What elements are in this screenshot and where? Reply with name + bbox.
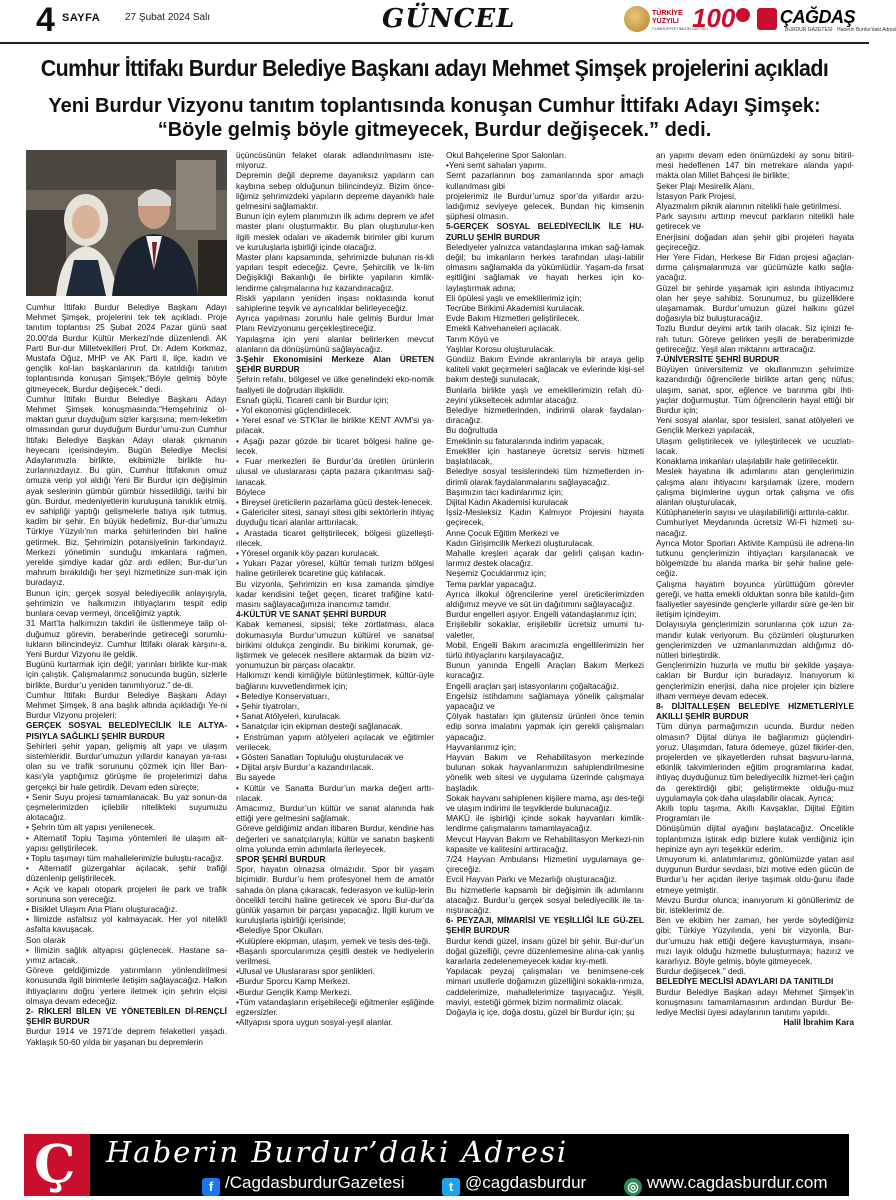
article-paragraph: Mevzu Burdur olunca; inanıyorum ki gönüllerimiz de bir, isteklerimiz de. xyxy=(656,894,854,916)
article-paragraph: Burdur 1914 ve 1971’de deprem felaketleri yaşadı. Yaklaşık 50-60 yılda bir yaşanan bu depremlerin xyxy=(26,1026,227,1047)
article-paragraph: Şehirleri şehir yapan, gelişmiş alt yapı ve ulaşım sistemleridir. Burdur’umuzun yıllardır kanayan ya-rası olan su ve trafik sorununu çözmek için İller Ban-kası’yla yaptığımız görüşme ile projelerimizi daha gerçekçi bir hale getirdik. Devam eden süreçte; xyxy=(26,740,227,792)
article-paragraph: • Senir Suyu projesi tamamlanacak. Bu yaz sonun-da çeşmelerimizden içilebilir nitelikteki suyumuzu akıtacağız. xyxy=(26,791,227,823)
article-paragraph: Ulaşım geliştirilecek ve iyileştirilecek ve ucuzlatı-lacak. xyxy=(656,435,854,456)
article-paragraph: MAKÜ ile işbirliği içinde sokak hayvanları kimlik-lendirme çalışmalarını tamamlayacağız. xyxy=(446,813,644,834)
section-heading: 8- DİJİTALLEŞEN BELEDİYE HİZMETLERİYLE AKILLI ŞEHİR BURDUR xyxy=(656,700,854,722)
article-paragraph: Yapılaşma için yeni alanlar belirlerken mevcut alanların da dönüşümünü sağlayacağız. xyxy=(236,333,434,354)
article-paragraph: Tarım Köyü ve xyxy=(446,333,500,344)
article-paragraph: •Altyapısı spora uygun sosyal-yeşil alanlar. xyxy=(236,1017,393,1028)
subheadline-line-2: “Böyle gelmiş böyle gitmeyecek, Burdur değişecek.” dedi. xyxy=(157,119,712,141)
article-paragraph: • Yerel esnaf ve STK’lar ile birlikte KENT AVM’si ya-pılacak. xyxy=(236,415,434,436)
article-paragraph: Hayvanlarımız için; xyxy=(446,741,517,752)
article-paragraph: üçüncüsünün felaket olarak adlandırılmasını iste-miyoruz. xyxy=(236,150,434,171)
article-paragraph: Konaklama imkanları ulaşılabilir hale getirilecektir. xyxy=(656,456,840,467)
facebook-handle: /CagdasburdurGazetesi xyxy=(225,1173,405,1192)
article-paragraph: Böylece xyxy=(236,486,266,497)
article-paragraph: Mobil, Engelli Bakım aracımızla engellilerimizin her türlü ihtiyaçlarını karşılayacağız, xyxy=(446,639,644,660)
twitter-icon: t xyxy=(442,1178,460,1196)
newspaper-name: ÇAĞDAŞ xyxy=(780,7,856,27)
website-url: www.cagdasburdur.com xyxy=(647,1173,828,1192)
author-signature: Halil İbrahim Kara xyxy=(783,1017,854,1028)
newspaper-logo[interactable] xyxy=(757,4,896,40)
facebook-link[interactable] xyxy=(202,1171,405,1196)
article-paragraph: • Yöresel organik köy pazarı kurulacak. xyxy=(236,547,380,558)
article-paragraph: • Bireysel üreticilerin pazarlama gücü destek-lenecek. xyxy=(236,496,433,507)
issue-date: 27 Şubat 2024 Salı xyxy=(125,12,211,23)
section-heading: 7-ÜNİVERSİTE ŞEHRİ BURDUR xyxy=(656,354,780,365)
article-paragraph: Başımızın tacı kadınlarımız için; xyxy=(446,486,564,497)
article-paragraph: Son olarak xyxy=(26,934,66,945)
article-paragraph: Erişilebilir sokaklar, erişilebilir ücretsiz umumi tu-valetler, xyxy=(446,619,644,640)
article-paragraph: Umuyorum ki, anlatımlarımız, gönlümüzde yatan asıl duygunun Burdur sevdası, bizi motive eden gücün de Burdur’u her açıdan ileriye taşımak oldu-ğunu ifade etmeye yetmiştir. xyxy=(656,854,854,895)
newspaper-sub: BURDUR GAZETESİ · Haberin Burdur'daki Adresi xyxy=(785,27,896,33)
section-heading: 2- RİKLERİ BİLEN VE YÖNETEBİLEN Dİ-RENÇLİ ŞEHİR BURDUR xyxy=(26,1006,227,1027)
article-paragraph: Her Yere Fidan, Herkese Bir Fidan projesi ağaçlan-dırma çalışmalarımıza var gücümüzle katkı sağla-yacağız. xyxy=(656,252,854,283)
article-paragraph: Tema parklar yapacağız. xyxy=(446,578,537,589)
article-paragraph: Emekli Kahvehaneleri açılacak. xyxy=(446,323,562,334)
article-paragraph: Güzel bir şehirde yaşamak için aslında ihtiyacımız olan her şeye sahibiz. Sorunumuz, bu güzelliklere ulaşamamak. Burdur’umuzun güzel halkını güzel doğasıyla biz buluşturacağız. xyxy=(656,282,854,324)
article-paragraph: Engelsiz istihdamını sağlamaya yönelik çalışmalar yapacağız ve xyxy=(446,690,644,711)
article-paragraph: • İlimizde asfaltsız yol kalmayacak. Her yol nitelikli asfalta kavuşacak. xyxy=(26,914,227,935)
article-paragraph: • İlimizin sağlık altyapısı güçlenecek. Hastane sa-yımız artacak. xyxy=(26,944,227,965)
article-paragraph: Esnafı güçlü, Ticareti canlı bir Burdur için; xyxy=(236,394,389,405)
article-paragraph: Semt pazarlarının boş zamanlarında spor amaçlı kullanılması gibi xyxy=(446,170,644,191)
article-paragraph: Master planı kapsamında, şehrimizde bulunan ris-kli yapıları tespit edeceğiz. Çevre, Şehircilik ve İk-lim Değişikliği Bakanlığı ile birlikte yapıların kimlik-lendirme çalışmalarına hız kazandıracağız. xyxy=(236,252,434,293)
article-paragraph: • Belediye Konservatuarı, xyxy=(236,690,330,701)
article-paragraph: • Yol ekonomisi güçlendirilecek. xyxy=(236,405,352,416)
article-paragraph: Yapılacak peyzaj çalışmaları ve benimsene-cek mimari usullerle doğamızın güzelliğini sokakla-rımıza, caddelerimize, mahallelerimize taşıyacağız. Yeşili, maviyi, estetiği görmek bizim normalimiz olacak. xyxy=(446,966,644,1007)
turkiye-yuzyili-logo xyxy=(624,4,708,38)
article-paragraph: Evcil Hayvan Parkı ve Mezarlığı oluşturacağız. xyxy=(446,874,618,885)
article-paragraph: Riskli yapıların yeniden inşası noktasında konut sahiplerine teşvik ve ayrıcalıklar belirleyeceğiz. xyxy=(236,292,434,314)
page-header xyxy=(0,0,896,44)
article-paragraph: Ayrıca Motor Sporları Aktivite Kampüsü ile adrena-lin tutkunu gençlerimizin ihtiyaçları karşılanacak ve bölgemizde bu alanda marka bir şehir haline gele-ceğiz. xyxy=(656,537,854,579)
article-paragraph: Burdur kendi güzel, insanı güzel bir şehir. Bur-dur’un doğal güzelliği, çevre düzenlemesine alına-cak yanlış kararlarla zedelenemeyecek kadar kıy-metli. xyxy=(446,935,644,967)
article-paragraph: Çalışma hayatım boyunca yürüttüğüm görevler gereği, ve hatta emekli olduktan sonra bile katıldı-ğım faaliyetler sayesinde gençlerle yıllardır süre ge-len bir iletişim içindeyim. xyxy=(656,578,854,620)
article-paragraph: Engelli araçları şarj istasyonlarını çoğaltacağız. xyxy=(446,680,619,691)
article-paragraph: Dijital Kadın Akademisi kurulacak xyxy=(446,496,569,507)
article-paragraph: Ayrıca ilkokul öğrencilerine yerel üreticilerimizden aldığımız meyve ve süt ün dağıtımını sağlayacağız. xyxy=(446,588,644,609)
article-paragraph: projelerimiz ile Burdur’umuz spor’da yıllardır arzu-ladığımız seviyeye gelecek. Bundan hiç kimsenin şüphesi olmasın. xyxy=(446,190,644,222)
article-paragraph: Gençlerimizin huzurla ve mutlu bir şekilde yaşaya-cakları bir Burdur için buradayız. İnanıyorum ki gençlerimizin enerjisi, daha nice projeler için bizlere ilham vermeye devam edecek. xyxy=(656,660,854,701)
article-paragraph: Belediye hizmetlerinden, indirimli olarak faydalan-dıracağız. xyxy=(446,405,644,426)
article-paragraph: • Fuar merkezleri ile Burdur’da üretilen ürünlerin ulusal ve uluslararası çapta pazara çıkarılması sağ-lanacak. xyxy=(236,456,434,487)
article-paragraph: Göreve geldiğimiz andan itibaren Burdur, kendine has değerleri ve sanatçılarıyla; kültür ve sanatın başkenti olma yolunda emin adımlarla ilerleyecek. xyxy=(236,823,434,854)
article-paragraph: Belediye sosyal tesislerindeki tüm hizmetlerden in-dirimli olarak faydalanmalarını sağlayacağız. xyxy=(446,466,644,487)
article-paragraph: •Burdur Gençlik Kamp Merkezi. xyxy=(236,986,352,997)
page-footer xyxy=(24,1134,849,1196)
article-subheadline xyxy=(0,94,869,142)
facebook-icon: f xyxy=(202,1178,220,1196)
article-paragraph: • Bisiklet Ulaşım Ana Planı oluşturacağız. xyxy=(26,903,178,914)
article-paragraph: Mahalle kreşleri açarak dar gelirli çalışan kadın-larımız destek olacağız. xyxy=(446,547,644,569)
article-paragraph: Burdur değişecek.” dedi. xyxy=(656,966,746,977)
article-paragraph: • Alternatif güzergahlar açılacak, şehir trafiği düzenlenip geliştirilecek. xyxy=(26,863,227,884)
article-paragraph: an yapımı devam eden önümüzdeki ay sonu bitiril-mesi hedeflenen 147 bin metrekare alanda yapıl-makta olan Millet Bahçesi ile birlikte; xyxy=(656,150,854,181)
article-paragraph: Büyüyen üniversitemiz ve okullarımızın şehrimize kazandırdığı öğrencilerle birlikte artan genç nüfus; ulaşım, sanat, spor, eğlence ve barınma gibi ihti-yaçlar doğurmuştur. Tüm öğrencilerin hayal ettiği bir Burdur için; xyxy=(656,364,854,416)
article-paragraph: Enerjisini doğadan alan şehir gibi projeleri hayata geçireceğiz. xyxy=(656,231,854,252)
article-paragraph: • Aşağı pazar gözde bir ticaret bölgesi haline ge-lecek. xyxy=(236,435,434,456)
article-column-2 xyxy=(236,150,434,1128)
article-paragraph: Gündüz Bakım Evinde akranlarıyla bir araya gelip kaliteli vakit geçirmeleri sağlacak ve evlerinde kişi-sel bakım desteği sunulacak, xyxy=(446,354,644,385)
article-paragraph: Yaşlılar Korosu oluşturulacak. xyxy=(446,343,556,354)
article-paragraph: •Yeni semt sahaları yapımı. xyxy=(446,160,547,171)
article-paragraph: Bunun için; gerçek sosyal belediyecilik anlayışıyla, şehrimizin ve halkımızın ihtiyaçlarını tespit edip bunlara cevap vermeyi, önceliğimiz yaptık. xyxy=(26,587,227,619)
article-paragraph: Alyazmalım piknik alanının nitelikli hale getirilmesi. xyxy=(656,201,842,212)
article-paragraph: • Toplu taşımayı tüm mahallelerimizle buluştu-racağız. xyxy=(26,852,224,863)
article-paragraph: Ben ve ekibim her zaman, her yerde söylediğimiz gibi; Türkiye Yüzyılında, yeni bir vizyonla, Bur-dur’umuzu hak ettiği değere kavuşturmaya, insanı-mızı layık olduğu hizmetle buluşturmaya; hazırız ve kararlıyız. Böyle gelmiş, böyle gitmeyecek. xyxy=(656,915,854,967)
article-paragraph: Bu vizyonla, Şehrimizin en kısa zamanda şimdiye kadar kendisini teğet geçen, ticaret trafiğine katıl-masını sağlayacağımıza inancımız tamdır. xyxy=(236,578,434,609)
article-paragraph: Tüm dünya parmağımızın ucunda. Burdur neden olmasın? Dijital dünya ile bağlarımızı güçlendiri-yoruz. Ulaşımdan, fatura ödemeye, güzel fikirler-den, projelerden ve şikayetlerden ruhsat başvuru-larına, etkinlik takvimlerinden eğitim programlarına kadar, ihtiyaç duyduğunuz tüm belediyecilik hizmet-leri çağın da gerektirdiği gibi; geliştirmekte olduğu-muz uygulamayla çok daha ulaşılabilir olacak. Ayrıca; xyxy=(656,721,854,803)
article-paragraph: Bugünü kurtarmak için değil; yarınları birlikte kur-mak için çalıştık. Çalışmalarımız sonucunda bugün, sizlerle birlikte, Burdur’u yeniden tanımlıyoruz.” de-di. xyxy=(26,659,227,690)
article-paragraph: • Sanat Atölyeleri, kurulacak. xyxy=(236,711,342,722)
article-paragraph: • Arastada ticaret geliştirilecek, bölgesi güzelleşti-rilecek. xyxy=(236,527,434,548)
article-paragraph: Halkımızı kendi kimliğiyle bütünleştirmek, kültür-üyle bağlarını kuvvetlendirmek için; xyxy=(236,670,434,691)
article-paragraph: • Şehrin tüm alt yapısı yenilenecek. xyxy=(26,822,156,833)
article-paragraph: Cumhur İttifakı Burdur Belediye Başkanı Adayı Mehmet Şimşek, 8 ana başlık altında açıkladığı Ye-ni Burdur Vizyonu projeleri: xyxy=(26,689,227,721)
article-paragraph: 7/24 Hayvan Ambulansı Hizmetini uygulamaya ge-çireceğiz. xyxy=(446,854,644,875)
article-paragraph: Depremin değil depreme dayanıksız yapıların can kaybına sebep olduğunun bilincindeyiz. Bizim önce-liğimiz şehrimizdeki yapıların depreme dayanıklı hale gelmesini sağlamaktır. xyxy=(236,170,434,212)
article-paragraph: •Ulusal ve Uluslararası spor şenlikleri. xyxy=(236,966,375,977)
article-paragraph: Hayvan Bakım ve Rehabilitasyon merkezinde bulunan sokak hayvanlarımızın sahiplendirilmesine yönelik web sitesi ve uygulama üzerinde çalışmaya başladık. xyxy=(446,751,644,793)
article-paragraph: 31 Mart’ta halkımızın takdiri ile üstlenmeye talip ol-duğumuz görevin, beraberinde getireceği sorumlu-lukların bilincindeyiz. Cumhur İttifakı olarak karşını-a, Yeni Burdur Vizyonu ile geldik. xyxy=(26,618,227,659)
article-column-3 xyxy=(446,150,644,1128)
section-heading: 4-KÜLTÜR VE SANAT ŞEHRİ BURDUR xyxy=(236,609,387,620)
article-paragraph: Bunun için eylem planımızın ilk adımı deprem ve afet master planı oluşturmaktır. Bu plan oluşturulur-ken ilgili meslek odaları ve akademik birimler gibi kurum ve kuruluşlarla işbirliği içinde olacağız. xyxy=(236,211,434,252)
article-paragraph: Sokak hayvanı sahiplenen kişilere mama, aşı des-teği ve ulaşım indirimi ile teşviklerde bulunacağız. xyxy=(446,792,644,813)
article-paragraph: Göreve geldiğimizde yatırımların yönlendirilmesi konusunda ilgili birimlerle iletişim sağlayacağız. Halkın ihtiyaçlarını doğru yerlere iletmek için şehrin elçisi olmaya devam edeceğiz. xyxy=(26,965,227,1006)
page-word: SAYFA xyxy=(62,12,101,24)
article-paragraph: • Sanatçılar için ekipman desteği sağlanacak. xyxy=(236,721,403,732)
article-paragraph: Yeni sosyal alanlar, spor tesisleri, sanat atölyeleri ve Gençlik Merkezi yapılacak, xyxy=(656,415,854,436)
section-heading: 5-GERÇEK SOSYAL BELEDİYECİLİK İLE HU-ZURLU ŞEHİR BURDUR xyxy=(446,221,644,242)
article-paragraph: Anne Çocuk Eğitim Merkezi ve xyxy=(446,527,559,538)
twitter-handle: @cagdasburdur xyxy=(465,1173,587,1192)
article-paragraph: •Tüm vatandaşların erişebileceği eğitmenler eşliğinde egzersizler. xyxy=(236,996,434,1018)
article-paragraph: Eli öpülesi yaşlı ve emeklilerimiz için; xyxy=(446,292,582,303)
article-paragraph: Şehrin refahı, bölgesel ve ülke genelindeki eko-nomik faaliyeti ile doğrudan ilişkilidir. xyxy=(236,374,434,395)
tyz-logo-sub: CUMHURİYETİMİZİN 100. YILI xyxy=(652,26,708,31)
article-paragraph: •Kulüplere ekipman, ulaşım, yemek ve tesis des-teği. xyxy=(236,935,431,946)
page-number: 4 xyxy=(36,1,55,39)
article-paragraph: • Şehir tiyatroları, xyxy=(236,700,300,711)
article-paragraph: Neşemiz Çocuklarımız için; xyxy=(446,568,547,579)
article-paragraph: Kadın Girişimcilik Merkezi oluşturulacak. xyxy=(446,537,595,548)
article-paragraph: Ayrıca yapılması zorunlu hale gelmiş Burdur İmar Planı Revizyonunu gerçekleştireceğiz. xyxy=(236,313,434,334)
article-paragraph: Bu doğrultuda xyxy=(446,425,498,436)
centennial-number: 100 xyxy=(692,3,736,33)
section-title: GÜNCEL xyxy=(382,4,516,34)
article-paragraph: Tozlu Burdur deyimi artık tarih olacak. Siz içinizi fe-rah tutun. Göreve gelirken yeşili de beraberimizde getireceğiz. Yeşil alan miktarını arttıracağız. xyxy=(656,323,854,354)
article-paragraph: Bunlarla birlikte yaşlı ve emeklilerimizin refah dü-zeyini yükseltecek adımlar atacağız. xyxy=(446,384,644,405)
article-paragraph: Burdur engelleri aşıyor. Engelli vatandaşlarımız için; xyxy=(446,609,637,620)
article-paragraph: Emeklinin su faturalarında indirim yapacak, xyxy=(446,435,605,446)
section-heading: GERÇEK SOSYAL BELEDİYECİLİK İLE ALTYA-PISIYLA SAĞLIKLI ŞEHİR BURDUR xyxy=(26,720,227,741)
article-paragraph: • Kültür ve Sanatta Burdur’un marka değeri arttı-rılacak. xyxy=(236,782,434,803)
article-column-4 xyxy=(656,150,854,1128)
crescent-icon xyxy=(736,8,750,22)
article-paragraph: Cumhur İttifakı Burdur Belediye Başkanı Adayı Mehmet Şimşek, projelerini tek tek açıkladı. Proje tanıtım toplantısı 25 Şubat 2024 Pazar günü saat 20.00'da Burdur Kültür Merkezi'nde düzenlendi. AK Parti Bur-dur Milletvekilleri Prof. Dr. Adem Korkmaz, Mustafa Oğuz, MHP ve AK Parti il, ilçe, kadın ve gençlik kol-ları başkanlarının da katıldığı tanıtım toplantısında konuşan Şimşek;“Böyle gelmiş böyle gitmeyecek, Burdur değişecek.” dedi. xyxy=(26,302,227,394)
article-paragraph: • Açık ve kapalı otopark projeleri ile park ve trafik sorununa son vereceğiz. xyxy=(26,883,227,904)
article-paragraph: İstasyon Park Projesi, xyxy=(656,190,737,201)
article-paragraph: Çölyak hastaları için glutensiz ürünleri önce temin edip sonra imalatını yapmak için gerekli çalışmaları yapacağız. xyxy=(446,711,644,742)
article-paragraph: •Belediye Spor Okulları. xyxy=(236,925,324,936)
article-paragraph: • Galericiler sitesi, sanayi sitesi gibi sektörlerin ihtiyaç duyduğu ticari alanlar arttırılacak. xyxy=(236,507,434,528)
globe-icon: ◎ xyxy=(624,1178,642,1196)
article-paragraph: Mevcut Hayvan Bakım ve Rehabilitasyon Merkezi-nin kapasite ve kalitesini arttıracağız. xyxy=(446,833,644,854)
article-paragraph: Bu sayede xyxy=(236,772,276,783)
logo-emblem-icon xyxy=(624,6,650,32)
article-paragraph: Amacımız, Burdur’un kültür ve sanat alanında hak ettiği yere gelmesini sağlamak. xyxy=(236,803,434,824)
section-heading: BELEDİYE MECLİSİ ADAYLARI DA TANITILDI xyxy=(656,976,834,987)
article-paragraph: Evde Bakım Hizmetleri geliştirilecek. xyxy=(446,313,580,324)
article-paragraph: Bunun yanında Engelli Araçları Bakım Merkezi kuracağız. xyxy=(446,660,644,681)
article-paragraph: Okul Bahçelerine Spor Salonları. xyxy=(446,150,567,160)
article-paragraph: Doğayla iç içe, doğa dostu, güzel bir Burdur için; şu xyxy=(446,1007,635,1018)
website-link[interactable] xyxy=(624,1171,827,1196)
section-heading: SPOR ŞEHRİ BURDUR xyxy=(236,854,326,865)
article-paragraph: Burdur Belediye Başkan adayı Mehmet Şimşek’in konuşmasını tamamlamasının ardından Burdur Be-lediye Meclisi üyesi adaylarının tanıtımı yapıldı. xyxy=(656,986,854,1018)
footer-slogan: Haberin Burdur’daki Adresi xyxy=(106,1135,569,1169)
photo-illustration xyxy=(26,150,227,296)
article-paragraph: Dönüşümün dijital ayağını başlatacağız. Öncelikle toplantımıza iştirak edip bizlere kulak verdiğiniz için hepinize ayrı ayrı teşekkür ederim. xyxy=(656,823,854,854)
article-paragraph: Şeker Plajı Mesirelik Alanı, xyxy=(656,180,755,191)
section-heading: 3-Şehir Ekonomisini Merkeze Alan ÜRETEN ŞEHİR BURDUR xyxy=(236,354,434,375)
article-photo xyxy=(26,150,227,296)
subheadline-line-1: Yeni Burdur Vizyonu tanıtım toplantısında konuşan Cumhur İttifakı Adayı Şimşek: xyxy=(48,95,821,117)
article-paragraph: • Yukarı Pazar yöresel, kültür temalı turizm bölgesi haline getirilerek ticaretine güç katılacak. xyxy=(236,558,434,579)
article-paragraph: •Burdur Sporcu Kamp Merkezi. xyxy=(236,976,351,987)
article-headline: Cumhur İttifakı Burdur Belediye Başkanı adayı Mehmet Şimşek projelerini açıkladı xyxy=(40,55,829,81)
article-paragraph: Cumhuriyet Meydanında ücretsiz Wi-Fi hizmeti su-nacağız. xyxy=(656,517,854,538)
article-paragraph: Meslek hayatına ilk adımlarını atan gençlerimizin çalışma alanı ihtiyacını karşılamak üzere, modern çalışma biçimlerine uygun ortak çalışma ve ofis alanları oluşturulacak, xyxy=(656,466,854,507)
article-paragraph: Cumhur İttifakı Burdur Belediye Başkanı Adayı Mehmet Şimşek konuşmasında:“Hemşehriniz ol-maktan gurur duyduğum sizler karşısına; mem-leketim olmasından gurur duyduğum Burdur’umu-zun Cumhur İttifakı Belediye Başkan Adayı olarak çıkmanın heyecanı içerisindeyim. Bugün Belediye Meclisi Adaylarımızla birlikte, ekibimizle birlikte hu-zurlarınızdayız. Bu gün, Cumhur İttifakının omuz omuza verip yol aldığı Yeni Bir Burdur için değişimin ayak seslerinin gümbür gümbür hissedildiği, tarihi bir gün. Burdur, medeniyetlerin kuruluşuna tanıklık etmiş, ev sahipliği yaptığı gelişmelerle batıya ışık tutmuş, kadim bir şehir. En büyük hedefimiz, Bur-dur’umuzu Türkiye Yüzyılı’nın marka şehirlerinden biri haline getirmek. Biz, Şehrimizin potansiyelinin farkındayız. Merkezi yönetimin sunduğu imkanlara rağmen, yerelde şimdiye kadar göz ardı edilen; Bur-dur’un mahrum bırakıldığı her şeyi hizmetinize sun-mak için buradayız. xyxy=(26,393,227,588)
article-paragraph: Tecrübe Birikimi Akademisi kurulacak. xyxy=(446,303,585,314)
article-paragraph: •Başarılı sporcularımıza çeşitli destek ve hediyelerin verilmesi. xyxy=(236,945,434,967)
article-paragraph: Park sayısını arttırıp mevcut parkların nitelikli hale getirecek ve xyxy=(656,211,854,232)
article-paragraph: Bu hizmetlerle kapsamlı bir değişimin ilk adımlarını atacağız. Burdur’u gerçek sosyal belediyecilik ile ta-nıştıracağız. xyxy=(446,884,644,916)
article-paragraph: Emekliler için hastaneye ücretsiz servis hizmeti başlatılacak, xyxy=(446,445,644,467)
tyz-logo-text: TÜRKİYE YÜZYILI xyxy=(652,10,683,25)
article-paragraph: • Gösteri Sanatları Topluluğu oluşturulacak ve xyxy=(236,751,404,762)
article-paragraph: Dolayısıyla gençlerimizin sorunlarına çok uzun za-mandır kulak veriyorum. Bu çözümleri oluştururken gençlerimizden ve uzmanlarımızdan aldığımız dö-nütleri birleştirdik. xyxy=(656,619,854,660)
article-paragraph: Kabak kemanesi, sipsisi; teke zortlatması, alaca dokumasıyla Burdur’umuzun kültürel ve sanatsal birikimi oldukça zengindir. Bu birikimi korumak, ge-liştirmek ve gelecek nesillere aktarmak da bizim viz-yonumuzun bir parçası olacaktır. xyxy=(236,619,434,671)
article-paragraph: İşsiz-Mesleksiz Kadın Kalmıyor Projesini hayata geçirecek, xyxy=(446,507,644,528)
article-paragraph: • Enstrüman yapım atölyeleri açılacak ve eğitimler verilecek. xyxy=(236,731,434,752)
centennial-logo xyxy=(692,2,752,40)
article-paragraph: Spor, hayatın olmazsa olmazıdır. Spor bir yaşam biçimidir. Burdur’u hem profesyonel hem de amatör sahada ön plana çıkaracak, federasyon ve kulüp-lerin öncelikli tercihi haline getirecek ve sporu Bur-dur’da günlük yaşamın bir parçası yapacağız. İlgili kurum ve kuruluşlarla işbirliği içerisinde; xyxy=(236,864,434,926)
footer-logo-icon: Ç xyxy=(24,1134,90,1196)
section-heading: 6- PEYZAJI, MİMARİSİ VE YEŞİLLİĞİ İLE GÜ-ZEL ŞEHİR BURDUR xyxy=(446,915,644,936)
social-links xyxy=(94,1171,849,1195)
newspaper-logo-icon xyxy=(757,8,777,30)
article-paragraph: • Alternatif Toplu Taşıma yöntemleri ile ulaşım alt-yapısı geliştirilecek. xyxy=(26,832,227,853)
article-paragraph: • Dijital arşiv Burdur’a kazandırılacak. xyxy=(236,762,374,773)
article-column-1 xyxy=(26,302,227,1128)
article-paragraph: Kütüphanelerin sayısı ve ulaşılabilirliği arttırıla-caktır. xyxy=(656,507,850,518)
article-paragraph: Belediyeler yalnızca vatandaşlarına imkan sağ-lamak değil; bu imkanların herkes tarafından ulaşı-labilir olmasını sağlamakla da yükümlüdür. Yaşam-da fırsat eşitliğini sağlamak ve hayatı herkes için ko-laylaştırmak adına; xyxy=(446,241,644,293)
article-paragraph: Akıllı toplu taşıma, Akıllı Kavşaklar, Dijital Eğitim Programları ile xyxy=(656,803,854,824)
twitter-link[interactable] xyxy=(442,1171,586,1196)
